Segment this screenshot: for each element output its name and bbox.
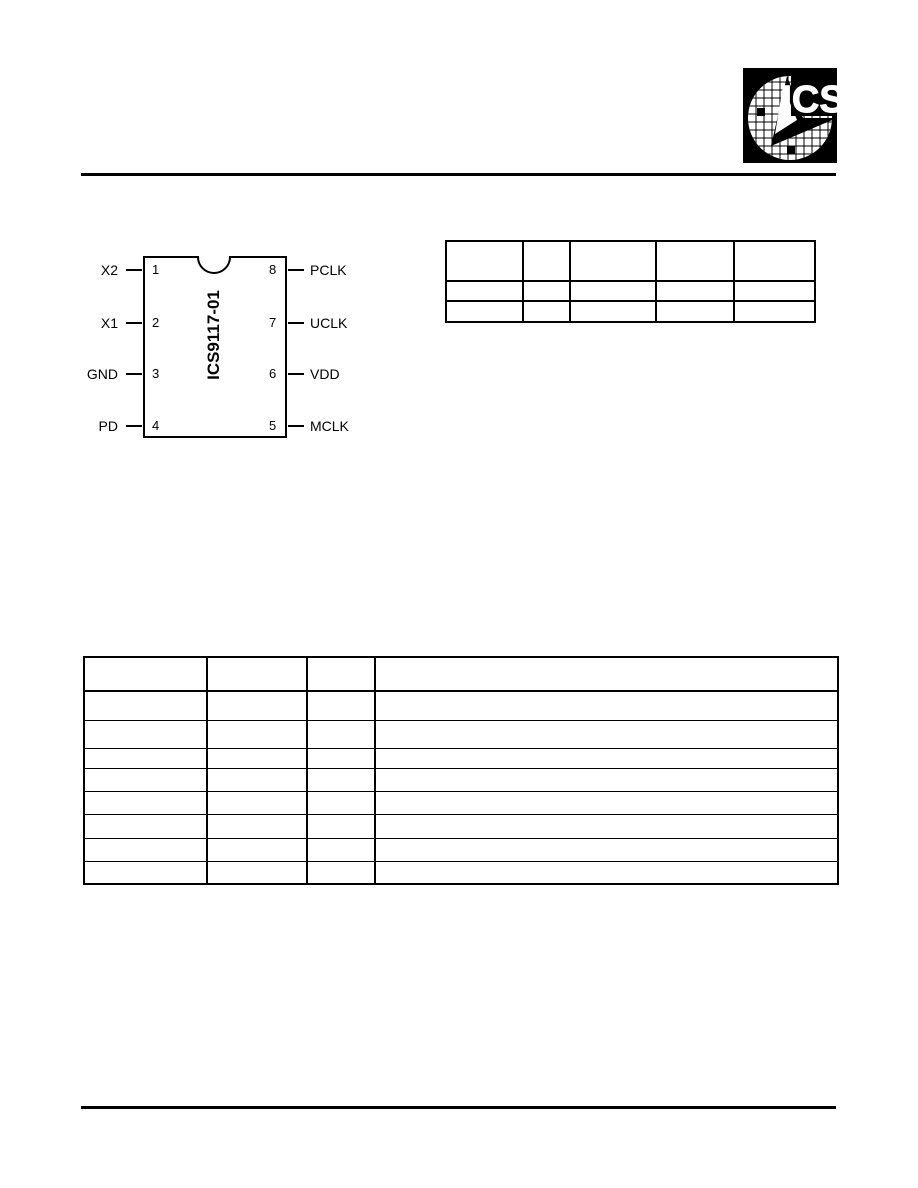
table-row-divider: [85, 748, 837, 749]
pin-lead-7: [288, 322, 304, 324]
pin-number-5: 5: [269, 418, 277, 433]
pin-number-1: 1: [152, 262, 160, 277]
pin-lead-4: [126, 425, 142, 427]
table-row-divider: [85, 861, 837, 862]
pin-number-8: 8: [269, 262, 277, 277]
table-row-divider: [85, 690, 837, 692]
table-row-divider: [85, 814, 837, 815]
pin-label-x2: X2: [100, 262, 118, 278]
table-row-divider: [85, 838, 837, 839]
pin-number-6: 6: [269, 366, 277, 381]
chip-part-number: ICS9117-01: [204, 290, 223, 380]
pin-label-pd: PD: [98, 418, 118, 434]
footer-rule: [81, 1106, 836, 1109]
pin-lead-8: [288, 269, 304, 271]
pin-lead-2: [126, 322, 142, 324]
pin-number-4: 4: [152, 418, 160, 433]
table-row-divider: [85, 768, 837, 769]
ics-logo: [743, 68, 845, 163]
pin-number-3: 3: [152, 366, 160, 381]
pin-description-table: [83, 656, 839, 885]
pin-number-7: 7: [269, 315, 277, 330]
pin-lead-5: [288, 425, 304, 427]
pin-label-x1: X1: [100, 315, 118, 331]
ics-globe-logo-icon: [743, 68, 845, 163]
header-rule: [81, 173, 836, 176]
pin-lead-1: [126, 269, 142, 271]
table-row-divider: [85, 720, 837, 721]
ordering-table: [445, 240, 816, 323]
pin-lead-3: [126, 373, 142, 375]
pin-label-gnd: GND: [86, 366, 118, 382]
table-row-divider: [447, 300, 814, 302]
table-row-divider: [85, 791, 837, 792]
logo-text: ICS: [781, 79, 845, 121]
pin-lead-6: [288, 373, 304, 375]
pin-label-uclk: UCLK: [310, 315, 348, 331]
pin-number-2: 2: [152, 315, 160, 330]
pin-label-mclk: MCLK: [310, 418, 349, 434]
table-row-divider: [447, 280, 814, 282]
pin-label-vdd: VDD: [310, 366, 340, 382]
pin-label-pclk: PCLK: [310, 262, 347, 278]
